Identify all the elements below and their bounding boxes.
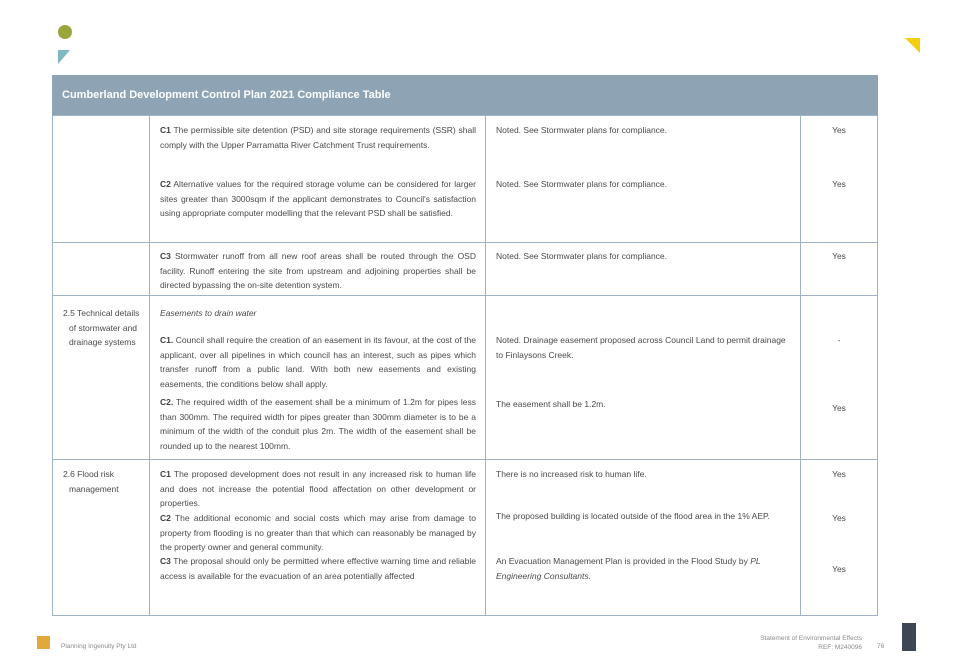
control-item: C1. Council shall require the creation of an easement in its favour, at the cost of the applicant, over all pipelines in which council has an interest, such as pipes which transfer runoff from a public land. With both new easements and existing easements, the conditions below shall apply. <box>160 335 477 389</box>
response-text: Noted. Drainage easement proposed across Council Land to permit drainage to Finlaysons Creek. <box>496 335 786 360</box>
compliance-cell <box>801 460 878 616</box>
response-cell <box>486 460 801 616</box>
compliance-value: Yes <box>832 513 846 523</box>
footer-company: Planning Ingenuity Pty Ltd <box>61 643 137 650</box>
table-row <box>53 296 878 460</box>
footer-bar <box>902 623 916 651</box>
control-cell <box>150 243 486 296</box>
section-label: 2.6 Flood risk management <box>63 469 119 494</box>
control-item: C2. The required width of the easement shall be a minimum of 1.2m for pipes less than 300mm. The required width for pipes greater than 300mm diameter is to be a minimum of the width of the conduit plus 2m. The width of the easement shall be rounded up to the nearest 100mm. <box>160 397 476 451</box>
compliance-value: - <box>837 335 841 345</box>
response-text: There is no increased risk to human life. <box>496 469 647 479</box>
table-row <box>53 460 878 616</box>
decorative-triangle <box>58 50 70 64</box>
response-cell <box>486 116 801 243</box>
control-cell <box>150 460 486 616</box>
response-cell <box>486 296 801 460</box>
section-cell <box>53 460 150 616</box>
control-item: C1 The permissible site detention (PSD) and site storage requirements (SSR) shall comply with the Upper Parramatta River Catchment Trust requirements. <box>160 125 476 150</box>
response-text: Noted. See Stormwater plans for compliance. <box>496 251 668 261</box>
footer-ref: REF: M240096 <box>818 644 862 651</box>
compliance-value: Yes <box>832 469 846 479</box>
control-item: C3 The proposal should only be permitted where effective warning time and reliable access is available for the evacuation of an area potentially affected <box>160 556 476 581</box>
control-cell <box>150 296 486 460</box>
response-text: Noted. See Stormwater plans for compliance. <box>496 125 668 135</box>
compliance-table <box>52 75 878 616</box>
compliance-value: Yes <box>832 179 846 189</box>
compliance-value: Yes <box>832 564 846 574</box>
compliance-cell <box>801 243 878 296</box>
response-cell <box>486 243 801 296</box>
section-cell <box>53 116 150 243</box>
section-cell <box>53 296 150 460</box>
compliance-cell <box>801 116 878 243</box>
section-cell <box>53 243 150 296</box>
response-text: The proposed building is located outside of the flood area in the 1% AEP. <box>496 511 770 521</box>
decorative-circle <box>58 25 72 39</box>
table-row <box>53 243 878 296</box>
control-item: C2 The additional economic and social costs which may arise from damage to property from flooding is no greater than that which can reasonably be managed by the property owner and general community. <box>160 513 476 552</box>
table-title: Cumberland Development Control Plan 2021 Compliance Table <box>52 75 878 115</box>
footer-doc-info <box>760 634 862 652</box>
response-text: An Evacuation Management Plan is provided in the Flood Study by PL Engineering Consultants. <box>496 556 761 581</box>
footer-logo-square <box>37 636 50 649</box>
table-row <box>53 116 878 243</box>
response-text: The easement shall be 1.2m. <box>496 399 606 409</box>
control-item: C2 Alternative values for the required storage volume can be considered for larger sites greater than 3000sqm if the applicant demonstrates to Council's satisfaction using appropriate computer modelling that the relevant PSD shall be satisfied. <box>160 179 476 218</box>
compliance-value: Yes <box>832 125 846 135</box>
control-item: C3 Stormwater runoff from all new roof areas shall be routed through the OSD facility. Runoff entering the site from upstream and adjoining properties shall be directed bypassing the on-site detention system. <box>160 251 476 290</box>
response-text: Noted. See Stormwater plans for compliance. <box>496 179 668 189</box>
section-label: 2.5 Technical details of stormwater and drainage systems <box>63 308 140 347</box>
control-item: C1 The proposed development does not result in any increased risk to human life and does not increase the potential flood affectation on other development or properties. <box>160 469 476 508</box>
footer-doc-title: Statement of Environmental Effects <box>760 635 862 642</box>
page-number: 76 <box>877 643 885 650</box>
compliance-value: Yes <box>832 403 846 413</box>
control-cell <box>150 116 486 243</box>
control-heading: Easements to drain water <box>160 308 257 318</box>
decorative-yellow-corner <box>905 38 920 53</box>
compliance-cell <box>801 296 878 460</box>
compliance-value: Yes <box>832 251 846 261</box>
